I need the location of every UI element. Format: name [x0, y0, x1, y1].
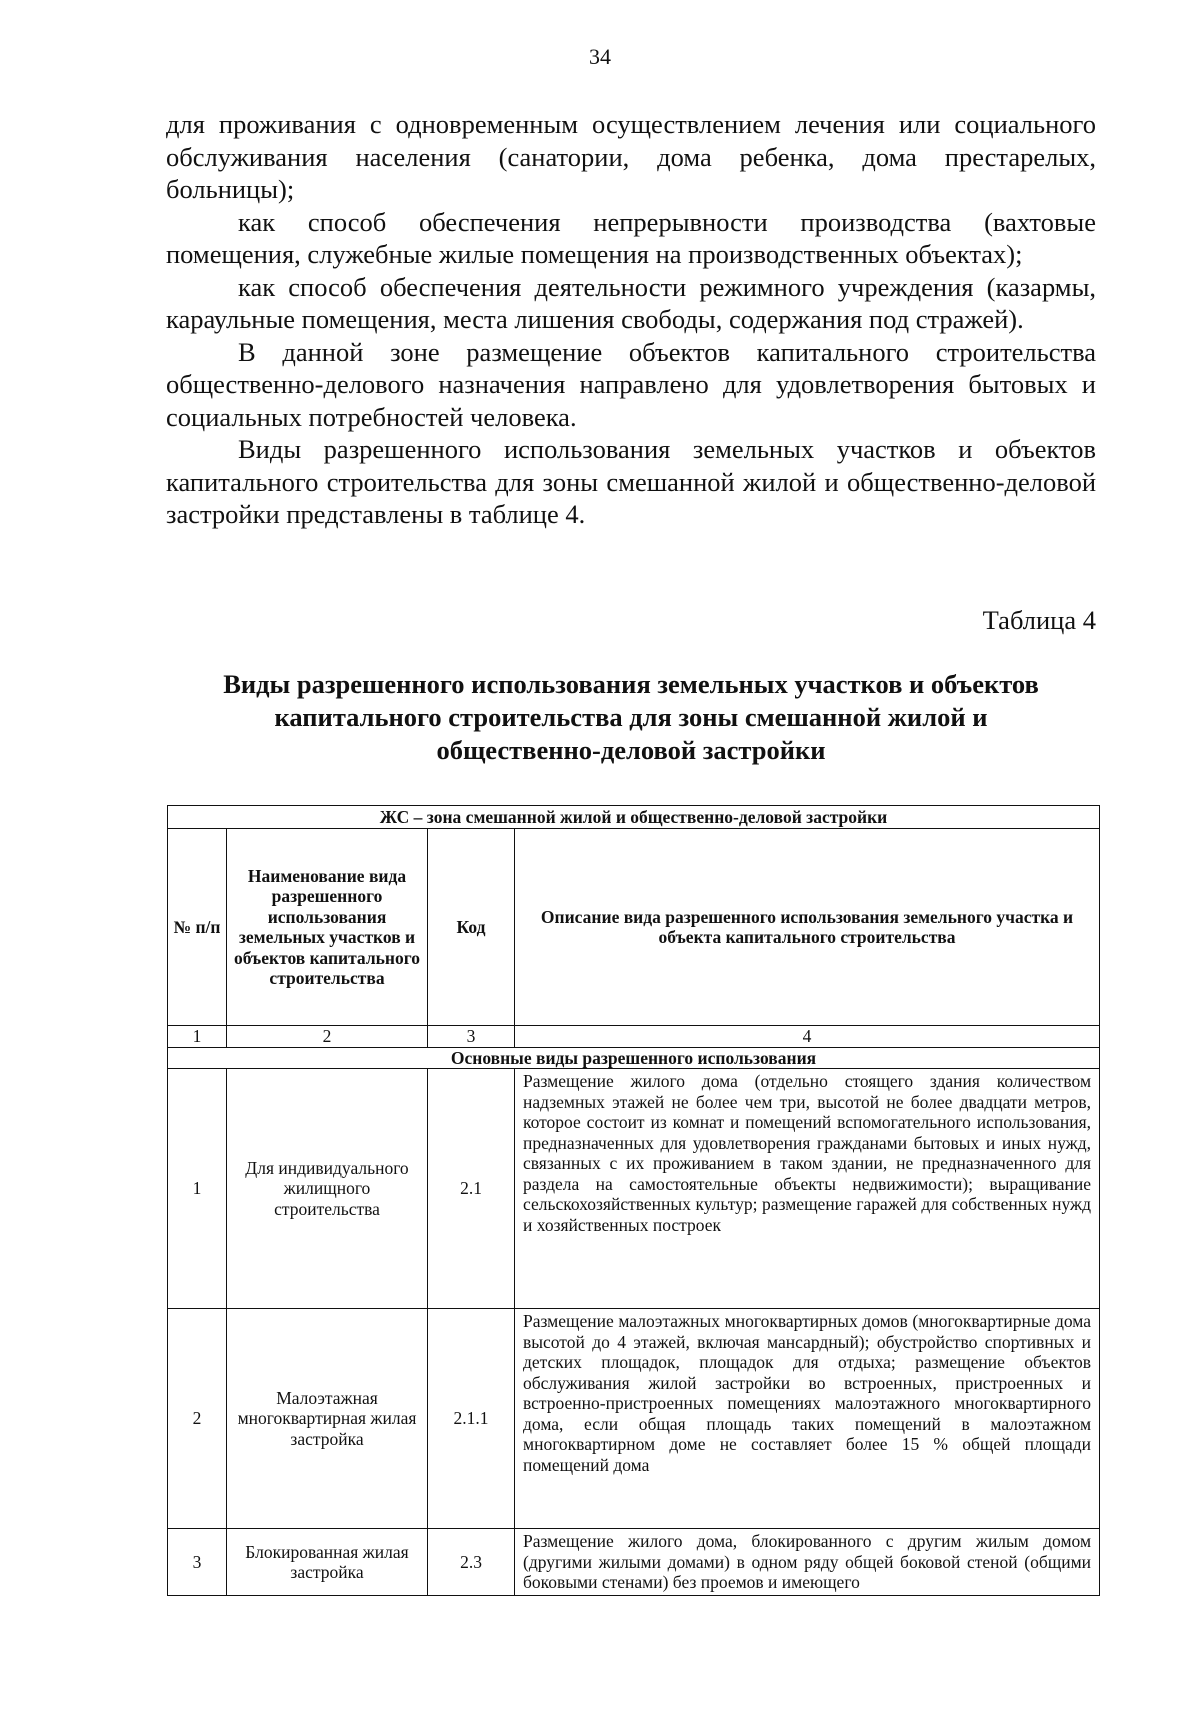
table-title-line-3: общественно-деловой застройки	[436, 735, 826, 765]
section-header-row	[168, 1047, 1100, 1069]
row-description: Размещение малоэтажных многоквартирных домов (многоквартирные дома высотой до 4 этажей, включая мансардный); обустройство спортивных и детских площадок, площадок для отдыха; размещение объектов обслуживания жилой застройки во встроенных, пристроенных и встроенно-пристроенных помещениях малоэтажного многоквартирного дома, если общая площадь таких помещений в малоэтажном многоквартирном доме не составляет более 15 % общей площади помещений дома	[515, 1309, 1100, 1529]
land-use-table	[167, 805, 1100, 1596]
paragraph-4: В данной зоне размещение объектов капитального строительства общественно-делового назначения направлено для удовлетворения бытовых и социальных потребностей человека.	[166, 336, 1096, 432]
row-code: 2.3	[428, 1529, 515, 1596]
row-description: Размещение жилого дома (отдельно стоящего здания количеством надземных этажей не более чем три, высотой не более двадцати метров, которое состоит из комнат и помещений вспомогательного использования, предназначенных для удовлетворения гражданами бытовых и иных нужд, связанных с их проживанием в таком здании, не предназначенного для раздела на самостоятельные объекты недвижимости); выращивание сельскохозяйственных культур; размещение гаражей для собственных нужд и хозяйственных построек	[515, 1069, 1100, 1309]
column-number: 3	[428, 1026, 515, 1048]
paragraph-3: как способ обеспечения деятельности режимного учреждения (казармы, караульные помещения, места лишения свободы, содержания под стражей).	[166, 271, 1096, 334]
body-text	[166, 108, 1096, 531]
zone-header: ЖС – зона смешанной жилой и общественно-деловой застройки	[168, 806, 1100, 829]
zone-header-row	[168, 806, 1100, 829]
row-num: 2	[168, 1309, 227, 1529]
column-number: 1	[168, 1026, 227, 1048]
column-number: 2	[227, 1026, 428, 1048]
row-code: 2.1.1	[428, 1309, 515, 1529]
table-title-line-1: Виды разрешенного использования земельных участков и объектов	[223, 669, 1039, 699]
column-header-num: № п/п	[168, 829, 227, 1026]
row-description: Размещение жилого дома, блокированного с другим жилым домом (другими жилыми домами) в одном ряду общей боковой стеной (общими боковыми стенами) без проемов и имеющего	[515, 1529, 1100, 1596]
page-number: 34	[589, 44, 611, 69]
column-header-row	[168, 829, 1100, 1026]
table-label: Таблица 4	[982, 605, 1096, 635]
row-num: 3	[168, 1529, 227, 1596]
table-title	[166, 668, 1096, 767]
row-name: Для индивидуального жилищного строительства	[227, 1069, 428, 1309]
row-num: 1	[168, 1069, 227, 1309]
paragraph-5: Виды разрешенного использования земельных участков и объектов капитального строительства для зоны смешанной жилой и общественно-деловой застройки представлены в таблице 4.	[166, 434, 1096, 529]
paragraph-1: для проживания с одновременным осуществлением лечения или социального обслуживания населения (санатории, дома ребенка, дома престарелых, больницы);	[166, 109, 1096, 204]
row-name: Блокированная жилая застройка	[227, 1529, 428, 1596]
paragraph-2: как способ обеспечения непрерывности производства (вахтовые помещения, служебные жилые помещения на производственных объектах);	[166, 206, 1096, 269]
table-row	[168, 1309, 1100, 1529]
row-name: Малоэтажная многоквартирная жилая застройка	[227, 1309, 428, 1529]
column-header-description: Описание вида разрешенного использования земельного участка и объекта капитального строительства	[515, 829, 1100, 1026]
column-number-row	[168, 1026, 1100, 1048]
column-header-name: Наименование вида разрешенного использования земельных участков и объектов капитального строительства	[227, 829, 428, 1026]
column-number: 4	[515, 1026, 1100, 1048]
table-row	[168, 1069, 1100, 1309]
column-header-code: Код	[428, 829, 515, 1026]
table-title-line-2: капитального строительства для зоны смешанной жилой и	[274, 702, 988, 732]
table-row	[168, 1529, 1100, 1596]
section-header: Основные виды разрешенного использования	[168, 1047, 1100, 1069]
row-code: 2.1	[428, 1069, 515, 1309]
